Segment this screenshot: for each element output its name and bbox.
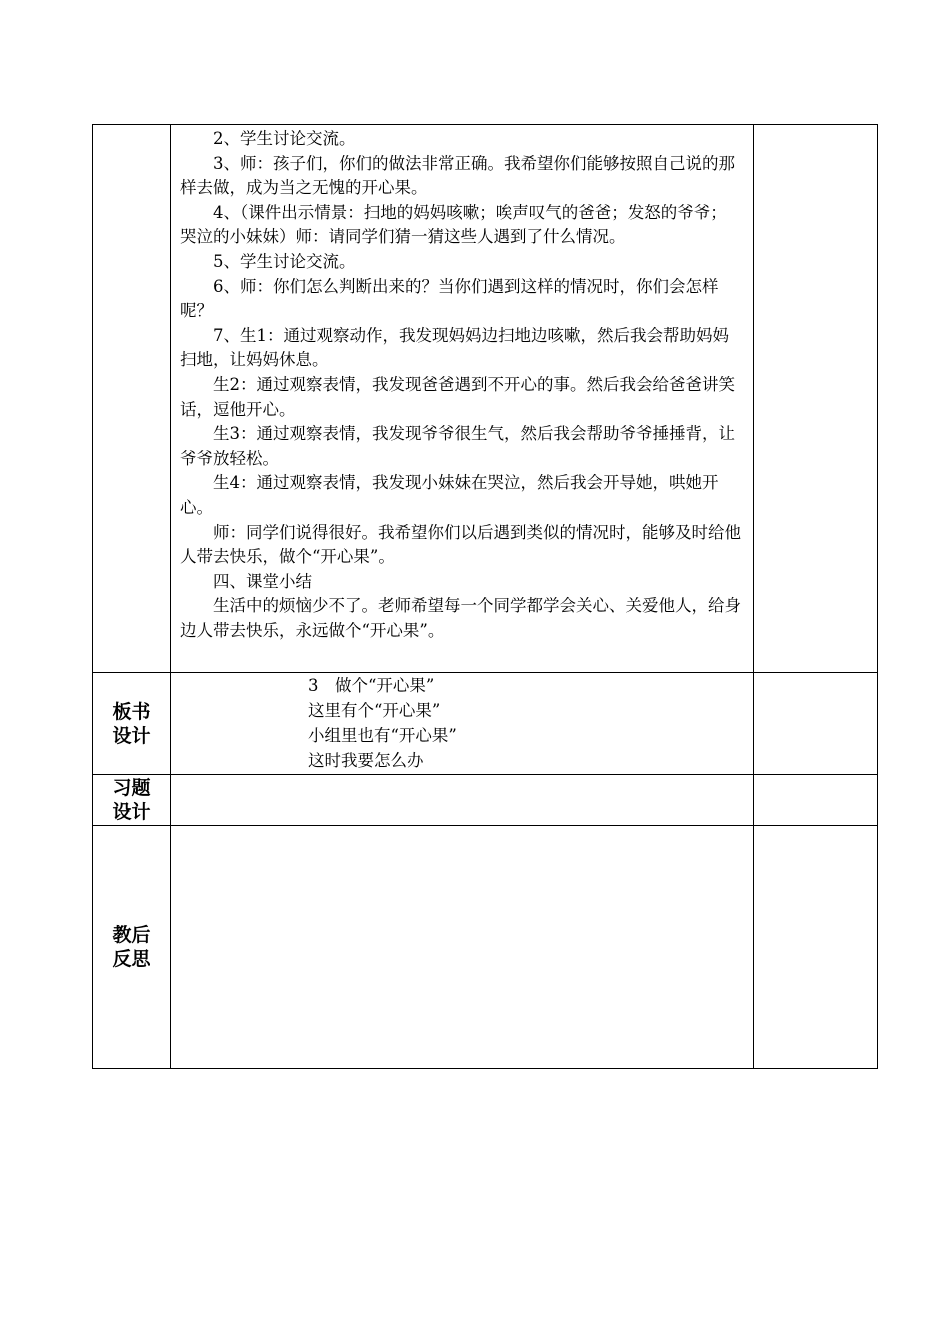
lesson-plan-table [92,124,878,1069]
process-paragraph: 5、学生讨论交流。 [213,251,356,271]
board-line: 这里有个“开心果” [308,701,441,720]
reflection-remark-cell [754,826,878,1069]
process-paragraph: 7、生1：通过观察动作，我发现妈妈边扫地边咳嗽，然后我会帮助妈妈扫地，让妈妈休息。 [180,325,729,370]
board-line: 这时我要怎么办 [308,751,424,770]
process-paragraph: 生2：通过观察表情，我发现爸爸遇到不开心的事。然后我会给爸爸讲笑话，逗他开心。 [180,374,735,419]
board-design-label [93,673,171,775]
board-label-line: 设计 [112,724,151,747]
board-lines [171,673,753,773]
board-design-row [93,673,878,775]
exercise-design-label [93,775,171,826]
exercise-design-row [93,775,878,826]
process-paragraph: 6、师：你们怎么判断出来的？当你们遇到这样的情况时，你们会怎样呢？ [180,276,719,321]
process-remark-cell [754,125,878,673]
process-paragraph: 2、学生讨论交流。 [213,129,356,148]
process-paragraph: 生3：通过观察表情，我发现爷爷很生气，然后我会帮助爷爷捶捶背，让爷爷放轻松。 [180,424,735,468]
process-content-cell [171,125,754,673]
board-line: 3 做个“开心果” [308,676,435,695]
exercise-remark-cell [754,775,878,826]
reflection-label [93,826,171,1069]
teaching-process-row [93,125,878,673]
exercise-label-line: 设计 [112,801,151,823]
process-text [171,125,753,643]
process-paragraph: 4、（课件出示情景：扫地的妈妈咳嗽；唉声叹气的爸爸；发怒的爷爷；哭泣的小妹妹）师：请同学们猜一猜这些人遇到了什么情况。 [180,202,727,247]
process-paragraph: 生活中的烦恼少不了。老师希望每一个同学都学会关心、关爱他人，给身边人带去快乐，永远做个“开心果”。 [180,596,741,640]
exercise-content-cell [171,775,754,826]
reflection-row [93,826,878,1069]
exercise-label-line: 习题 [112,777,151,799]
process-paragraph: 四、课堂小结 [213,571,312,591]
reflection-label-line: 反思 [112,948,151,970]
board-remark-cell [754,673,878,775]
process-label-cell [93,125,171,673]
process-paragraph: 生4：通过观察表情，我发现小妹妹在哭泣，然后我会开导她，哄她开心。 [180,473,719,517]
process-paragraph: 师：同学们说得很好。我希望你们以后遇到类似的情况时，能够及时给他人带去快乐，做个“开心果”。 [180,522,741,567]
board-line: 小组里也有“开心果” [308,726,457,745]
reflection-label-line: 教后 [112,924,151,946]
board-label-line: 板书 [112,700,151,723]
process-paragraph: 3、师：孩子们，你们的做法非常正确。我希望你们能够按照自己说的那样去做，成为当之无愧的开心果。 [180,153,735,198]
reflection-content-cell [171,826,754,1069]
board-content-cell [171,673,754,775]
